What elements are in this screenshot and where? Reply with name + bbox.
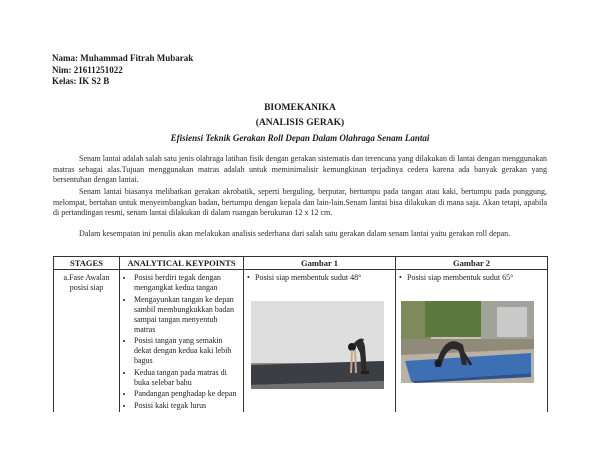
- keypoint-item: • Mengayunkan tangan ke depan sambil membungkukkan badan sampai tangan menyentuh matras: [134, 295, 240, 335]
- keypoint-item: • Posisi berdiri tegak dengan mengangkat kedua tangan: [134, 273, 240, 293]
- gymnast-mat-pose-image: [401, 301, 534, 383]
- keypoints-cell: [120, 270, 244, 413]
- paragraph-1: [53, 154, 547, 186]
- bullet-icon: •: [399, 273, 402, 282]
- document-subtitle-analysis: (ANALISIS GERAK): [255, 118, 345, 128]
- paragraph-3-text: Dalam kesempatan ini penulis akan melakukan analisis sederhana dari salah satu gerakan dalam senam lantai yaitu gerakan roll depan.: [79, 229, 511, 238]
- header-stages: STAGES: [54, 257, 120, 270]
- gambar-2-caption: [399, 273, 544, 283]
- gambar-1-caption: [247, 273, 392, 283]
- keypoint-item: • Pandangan penghadap ke depan: [134, 389, 240, 399]
- document-subtitle: Efisiensi Teknik Gerakan Roll Depan Dalam Olahraga Senam Lantai: [170, 133, 430, 143]
- gambar-1-photo: [251, 301, 384, 389]
- paragraph-1-text: Senam lantai adalah salah satu jenis olahraga latihan fisik dengan gerakan sistematis dan terencana yang dilakukan di lantai dengan menggunakan matras sebagai alas.Tujuan menggunakan matras adalah untuk meminimalisir kemungkinan terjadinya cedera karena ada banyak gerakan yang bersentuhan dengan lantai.: [53, 154, 547, 184]
- stage-cell: a.Fase Awalan posisi siap: [54, 270, 120, 413]
- document-title: BIOMEKANIKA: [264, 103, 336, 113]
- student-name: Nama: Muhammad Fitrah Mubarak: [52, 53, 194, 63]
- header-gambar-1: Gambar 1: [244, 257, 396, 270]
- student-nim: Nim: 21611251022: [52, 64, 123, 75]
- table-row: [54, 270, 548, 413]
- bullet-icon: •: [247, 273, 250, 282]
- keypoint-item: • Posisi tangan yang semakin dekat dengan kedua kaki lebih bagus: [134, 336, 240, 366]
- title-block: [0, 101, 600, 145]
- analysis-table: [53, 256, 548, 412]
- paragraph-2-text: Senam lantai biasanya melibatkan gerakan akrobatik, seperti berguling, berputar, bertumpu pada tangan atau kaki, bertumpu pada punggung, melompat, bertahan untuk menyeimbangkan badan, bertumpu dengan kepala dan lain-lain.Senam lantai bisa dilakukan di mana saja. Akan tetapi, apabila di pertandingan resmi, senam lantai dilakukan di dalam ruangan berukuran 12 x 12 cm.: [53, 187, 547, 217]
- gambar-1-caption-text: Posisi siap membentuk sudut 48°: [255, 273, 362, 282]
- header-gambar-2: Gambar 2: [396, 257, 548, 270]
- gambar-2-photo: [401, 301, 534, 383]
- keypoint-item: • Kedua tangan pada matras di buka selebar bahu: [134, 368, 240, 388]
- gambar-2-caption-text: Posisi siap membentuk sudut 65°: [407, 273, 514, 282]
- header-keypoints: ANALYTICAL KEYPOINTS: [120, 257, 244, 270]
- gambar-1-cell: [244, 270, 396, 413]
- table-header-row: [54, 257, 548, 270]
- keypoint-item: • Posisi kaki tegak lurus: [134, 401, 240, 411]
- student-info: [52, 53, 193, 88]
- gymnast-forward-bend-image: [251, 301, 384, 389]
- paragraph-2: [53, 187, 547, 219]
- keypoints-list: [123, 273, 240, 411]
- gambar-2-cell: [396, 270, 548, 413]
- student-class: Kelas: IK S2 B: [52, 76, 110, 86]
- paragraph-3: [53, 229, 547, 240]
